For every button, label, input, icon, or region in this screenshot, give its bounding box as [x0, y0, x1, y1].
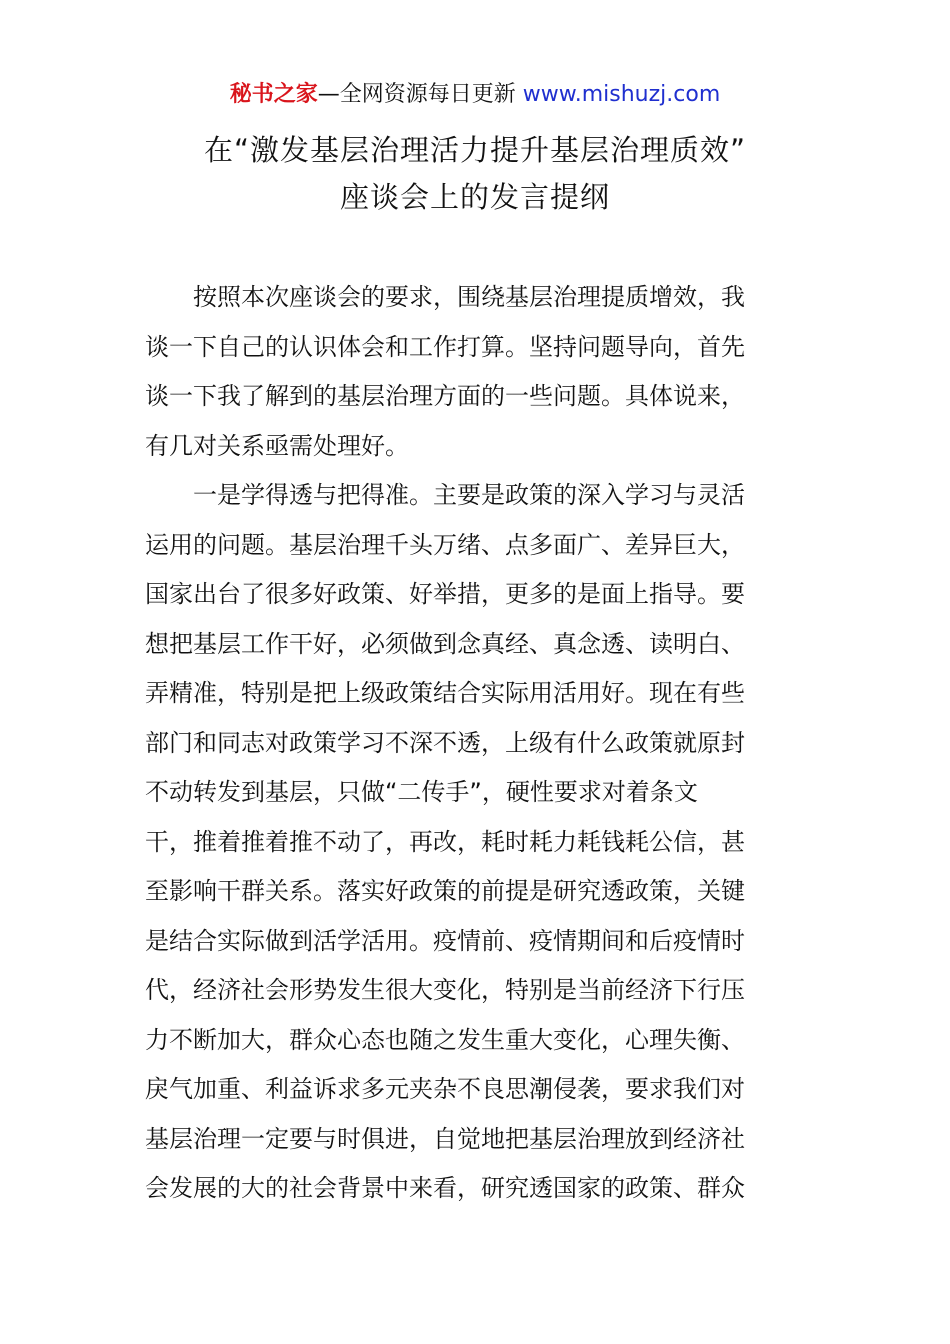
paragraph-line: 干，推着推着推不动了，再改，耗时耗力耗钱耗公信，甚 [145, 827, 745, 856]
header-tagline: —全网资源每日更新 [317, 82, 516, 107]
paragraph-line: 弄精准，特别是把上级政策结合实际用活用好。现在有些 [145, 679, 745, 707]
document-title-line-2: 座谈会上的发言提纲 [339, 180, 610, 214]
paragraph-line: 国家出台了很多好政策、好举措，更多的是面上指导。要 [145, 580, 745, 608]
paragraph-line: 戾气加重、利益诉求多元夹杂不良思潮侵袭，要求我们对 [145, 1075, 745, 1103]
paragraph-line: 部门和同志对政策学习不深不透，上级有什么政策就原封 [145, 728, 745, 757]
paragraph-line: 是结合实际做到活学活用。疫情前、疫情期间和后疫情时 [145, 926, 745, 955]
brand-name: 秘书之家 [229, 82, 318, 107]
paragraph-line: 有几对关系亟需处理好。 [145, 431, 409, 460]
header-banner [0, 78, 950, 112]
paragraph-line: 一是学得透与把得准。主要是政策的深入学习与灵活 [193, 481, 745, 509]
paragraph-line: 代，经济社会形势发生很大变化，特别是当前经济下行压 [145, 976, 745, 1004]
paragraph-point-one [145, 471, 805, 1214]
paragraph-line: 谈一下我了解到的基层治理方面的一些问题。具体说来， [145, 382, 745, 410]
site-url-link[interactable]: www.mishuzj.com [522, 82, 721, 107]
paragraph-line: 运用的问题。基层治理千头万绪、点多面广、差异巨大， [145, 530, 745, 559]
paragraph-line: 基层治理一定要与时俱进，自觉地把基层治理放到经济社 [145, 1124, 745, 1153]
paragraph-line: 至影响干群关系。落实好政策的前提是研究透政策，关键 [145, 877, 745, 905]
paragraph-line: 想把基层工作干好，必须做到念真经、真念透、读明白、 [145, 629, 745, 658]
paragraph-intro [145, 273, 805, 471]
paragraph-line: 会发展的大的社会背景中来看，研究透国家的政策、群众 [145, 1174, 745, 1202]
paragraph-line: 力不断加大，群众心态也随之发生重大变化，心理失衡、 [145, 1025, 745, 1054]
paragraph-line: 按照本次座谈会的要求，围绕基层治理提质增效，我 [193, 283, 745, 311]
paragraph-line: 不动转发到基层，只做“二传手”，硬性要求对着条文 [145, 778, 698, 806]
paragraph-line: 谈一下自己的认识体会和工作打算。坚持问题导向，首先 [145, 332, 745, 361]
document-title-line-1: 在“激发基层治理活力提升基层治理质效” [203, 133, 747, 167]
